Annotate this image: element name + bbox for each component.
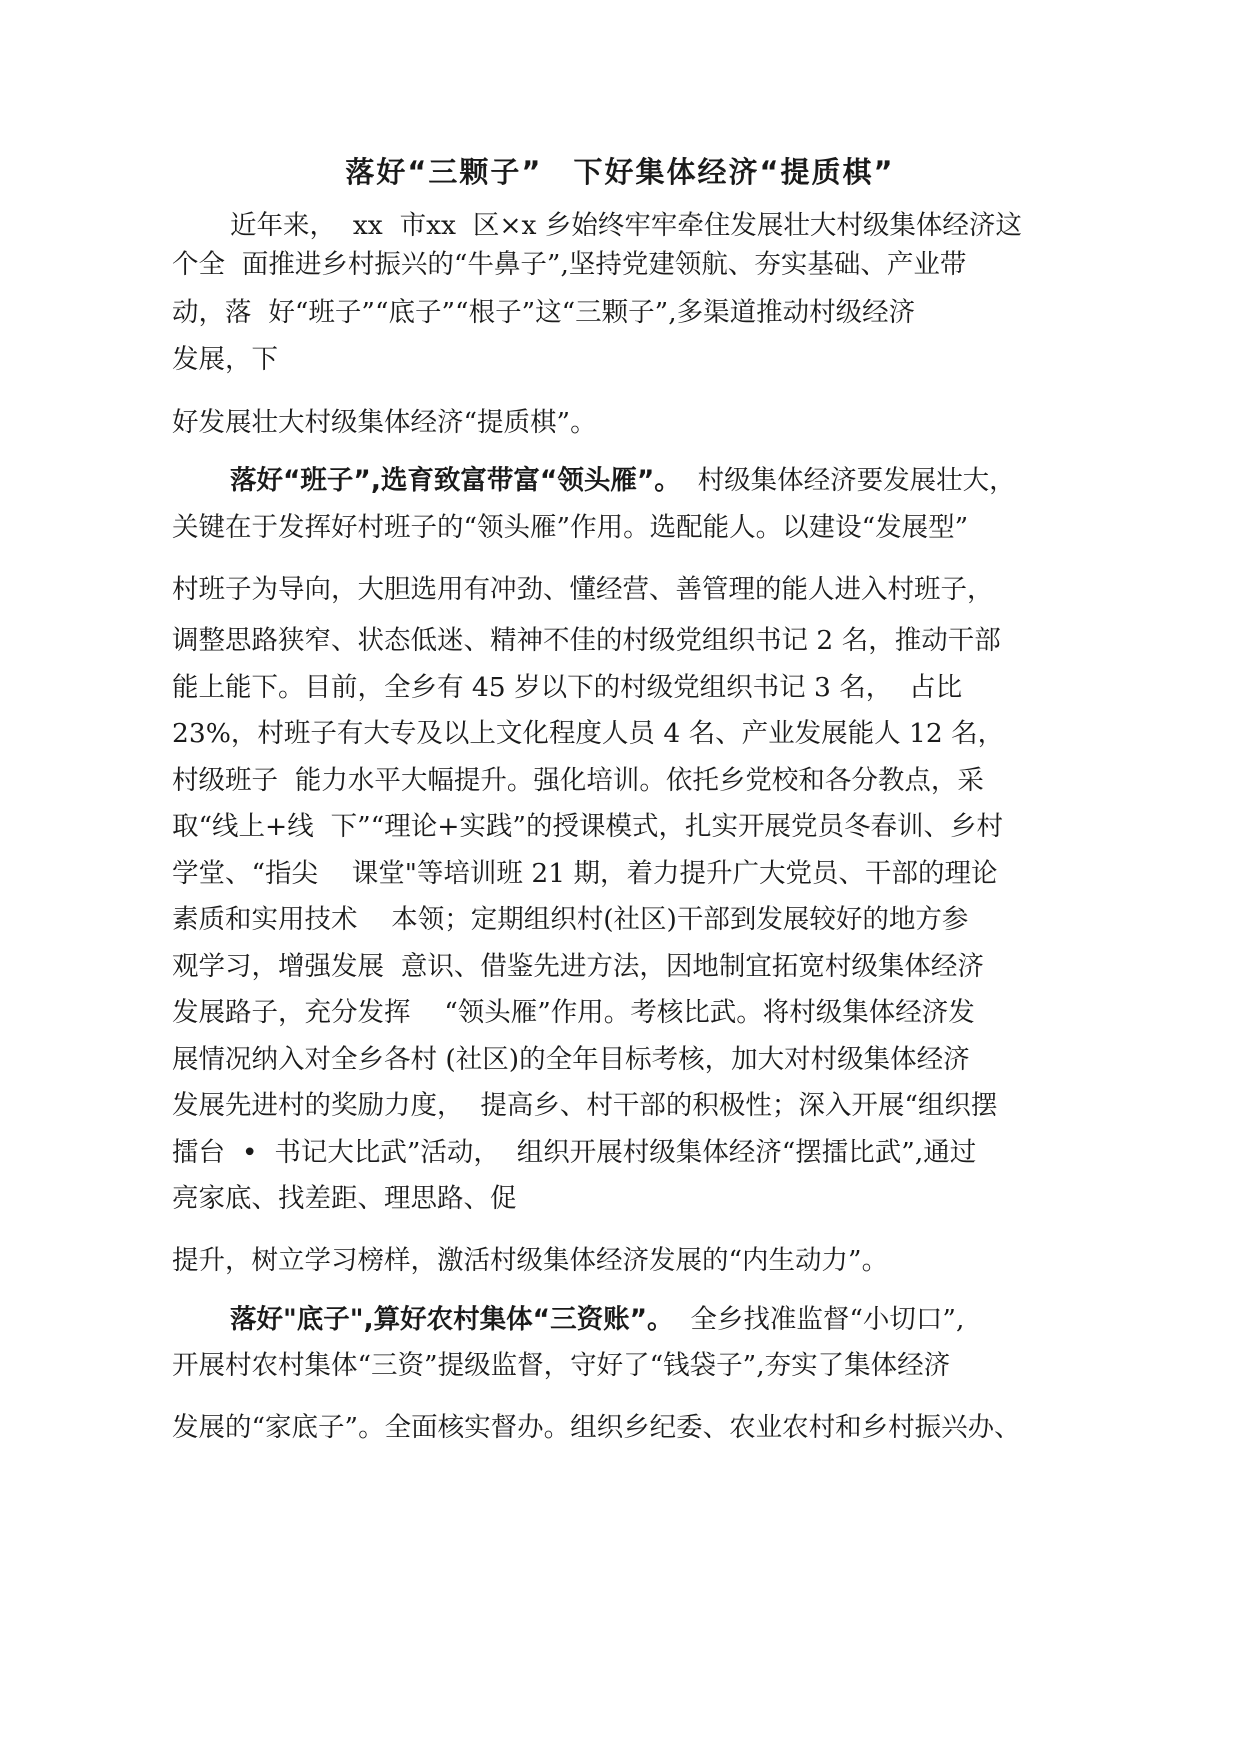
section1-line-17: 提升，树立学习榜样，激活村级集体经济发展的“内生动力”。 — [172, 1245, 889, 1276]
intro-line-1: 近年来， xx 市xx 区×x 乡始终牢牢牵住发展壮大村级集体经济这 — [230, 210, 1022, 241]
section1-line-13: 展情况纳入对全乡各村 (社区)的全年目标考核，加大对村级集体经济 — [172, 1044, 970, 1075]
section1-line-7: 村级班子 能力水平大幅提升。强化培训。依托乡党校和各分教点，采 — [172, 765, 984, 796]
section1-line-10: 素质和实用技术 本领；定期组织村(社区)干部到发展较好的地方参 — [172, 904, 969, 935]
section2-line-2: 开展村农村集体“三资”提级监督，守好了“钱袋子”,夯实了集体经济 — [172, 1350, 951, 1381]
intro-line-2: 个全 面推进乡村振兴的“牛鼻子”,坚持党建领航、夯实基础、产业带 — [172, 249, 967, 280]
section1-line-15: 擂台 • 书记大比武”活动， 组织开展村级集体经济“摆擂比武”,通过 — [172, 1137, 977, 1168]
section1-heading: 落好“班子”,选育致富带富“领头雁”。 — [230, 465, 681, 496]
section1-line-12: 发展路子，充分发挥 “领头雁”作用。考核比武。将村级集体经济发 — [172, 997, 975, 1028]
section1-line-9: 学堂、“指尖 课堂"等培训班 21 期，着力提升广大党员、干部的理论 — [172, 858, 998, 889]
section1-line-16: 亮家底、找差距、理思路、促 — [172, 1183, 517, 1214]
section1-line-6: 23%，村班子有大专及以上文化程度人员 4 名、产业发展能人 12 名， — [172, 718, 1005, 749]
section2-heading: 落好"底子",算好农村集体“三资账”。 — [230, 1304, 674, 1335]
intro-line-5: 好发展壮大村级集体经济“提质棋”。 — [172, 407, 597, 438]
section1-line-5: 能上能下。目前，全乡有 45 岁以下的村级党组织书记 3 名， 占比 — [172, 672, 963, 703]
intro-line-4: 发展，下 — [172, 344, 278, 375]
section1-line-4: 调整思路狭窄、状态低迷、精神不佳的村级党组织书记 2 名，推动干部 — [172, 625, 1001, 656]
section1-line-14: 发展先进村的奖励力度， 提高乡、村干部的积极性；深入开展“组织摆 — [172, 1090, 998, 1121]
intro-line-3: 动，落 好“班子”“底子”“根子”这“三颗子”,多渠道推动村级经济 — [172, 297, 916, 328]
section1-first-line-text: 村级集体经济要发展壮大， — [680, 465, 1016, 496]
document-title: 落好“三颗子” 下好集体经济“提质棋” — [345, 155, 895, 189]
section1-first-line — [230, 463, 1016, 499]
section1-line-8: 取“线上+线 下”“理论+实践”的授课模式，扎实开展党员冬春训、乡村 — [172, 811, 1003, 842]
section2-line-3: 发展的“家底子”。全面核实督办。组织乡纪委、农业农村和乡村振兴办、 — [172, 1412, 1021, 1443]
section2-first-line-text: 全乡找准监督“小切口”, — [673, 1304, 965, 1335]
section1-line-3: 村班子为导向，大胆选用有冲劲、懂经营、善管理的能人进入村班子， — [172, 574, 994, 605]
section2-first-line — [230, 1302, 964, 1338]
section1-line-11: 观学习，增强发展 意识、借鉴先进方法，因地制宜拓宽村级集体经济 — [172, 951, 984, 982]
section1-line-2: 关键在于发挥好村班子的“领头雁”作用。选配能人。以建设“发展型” — [172, 512, 969, 543]
